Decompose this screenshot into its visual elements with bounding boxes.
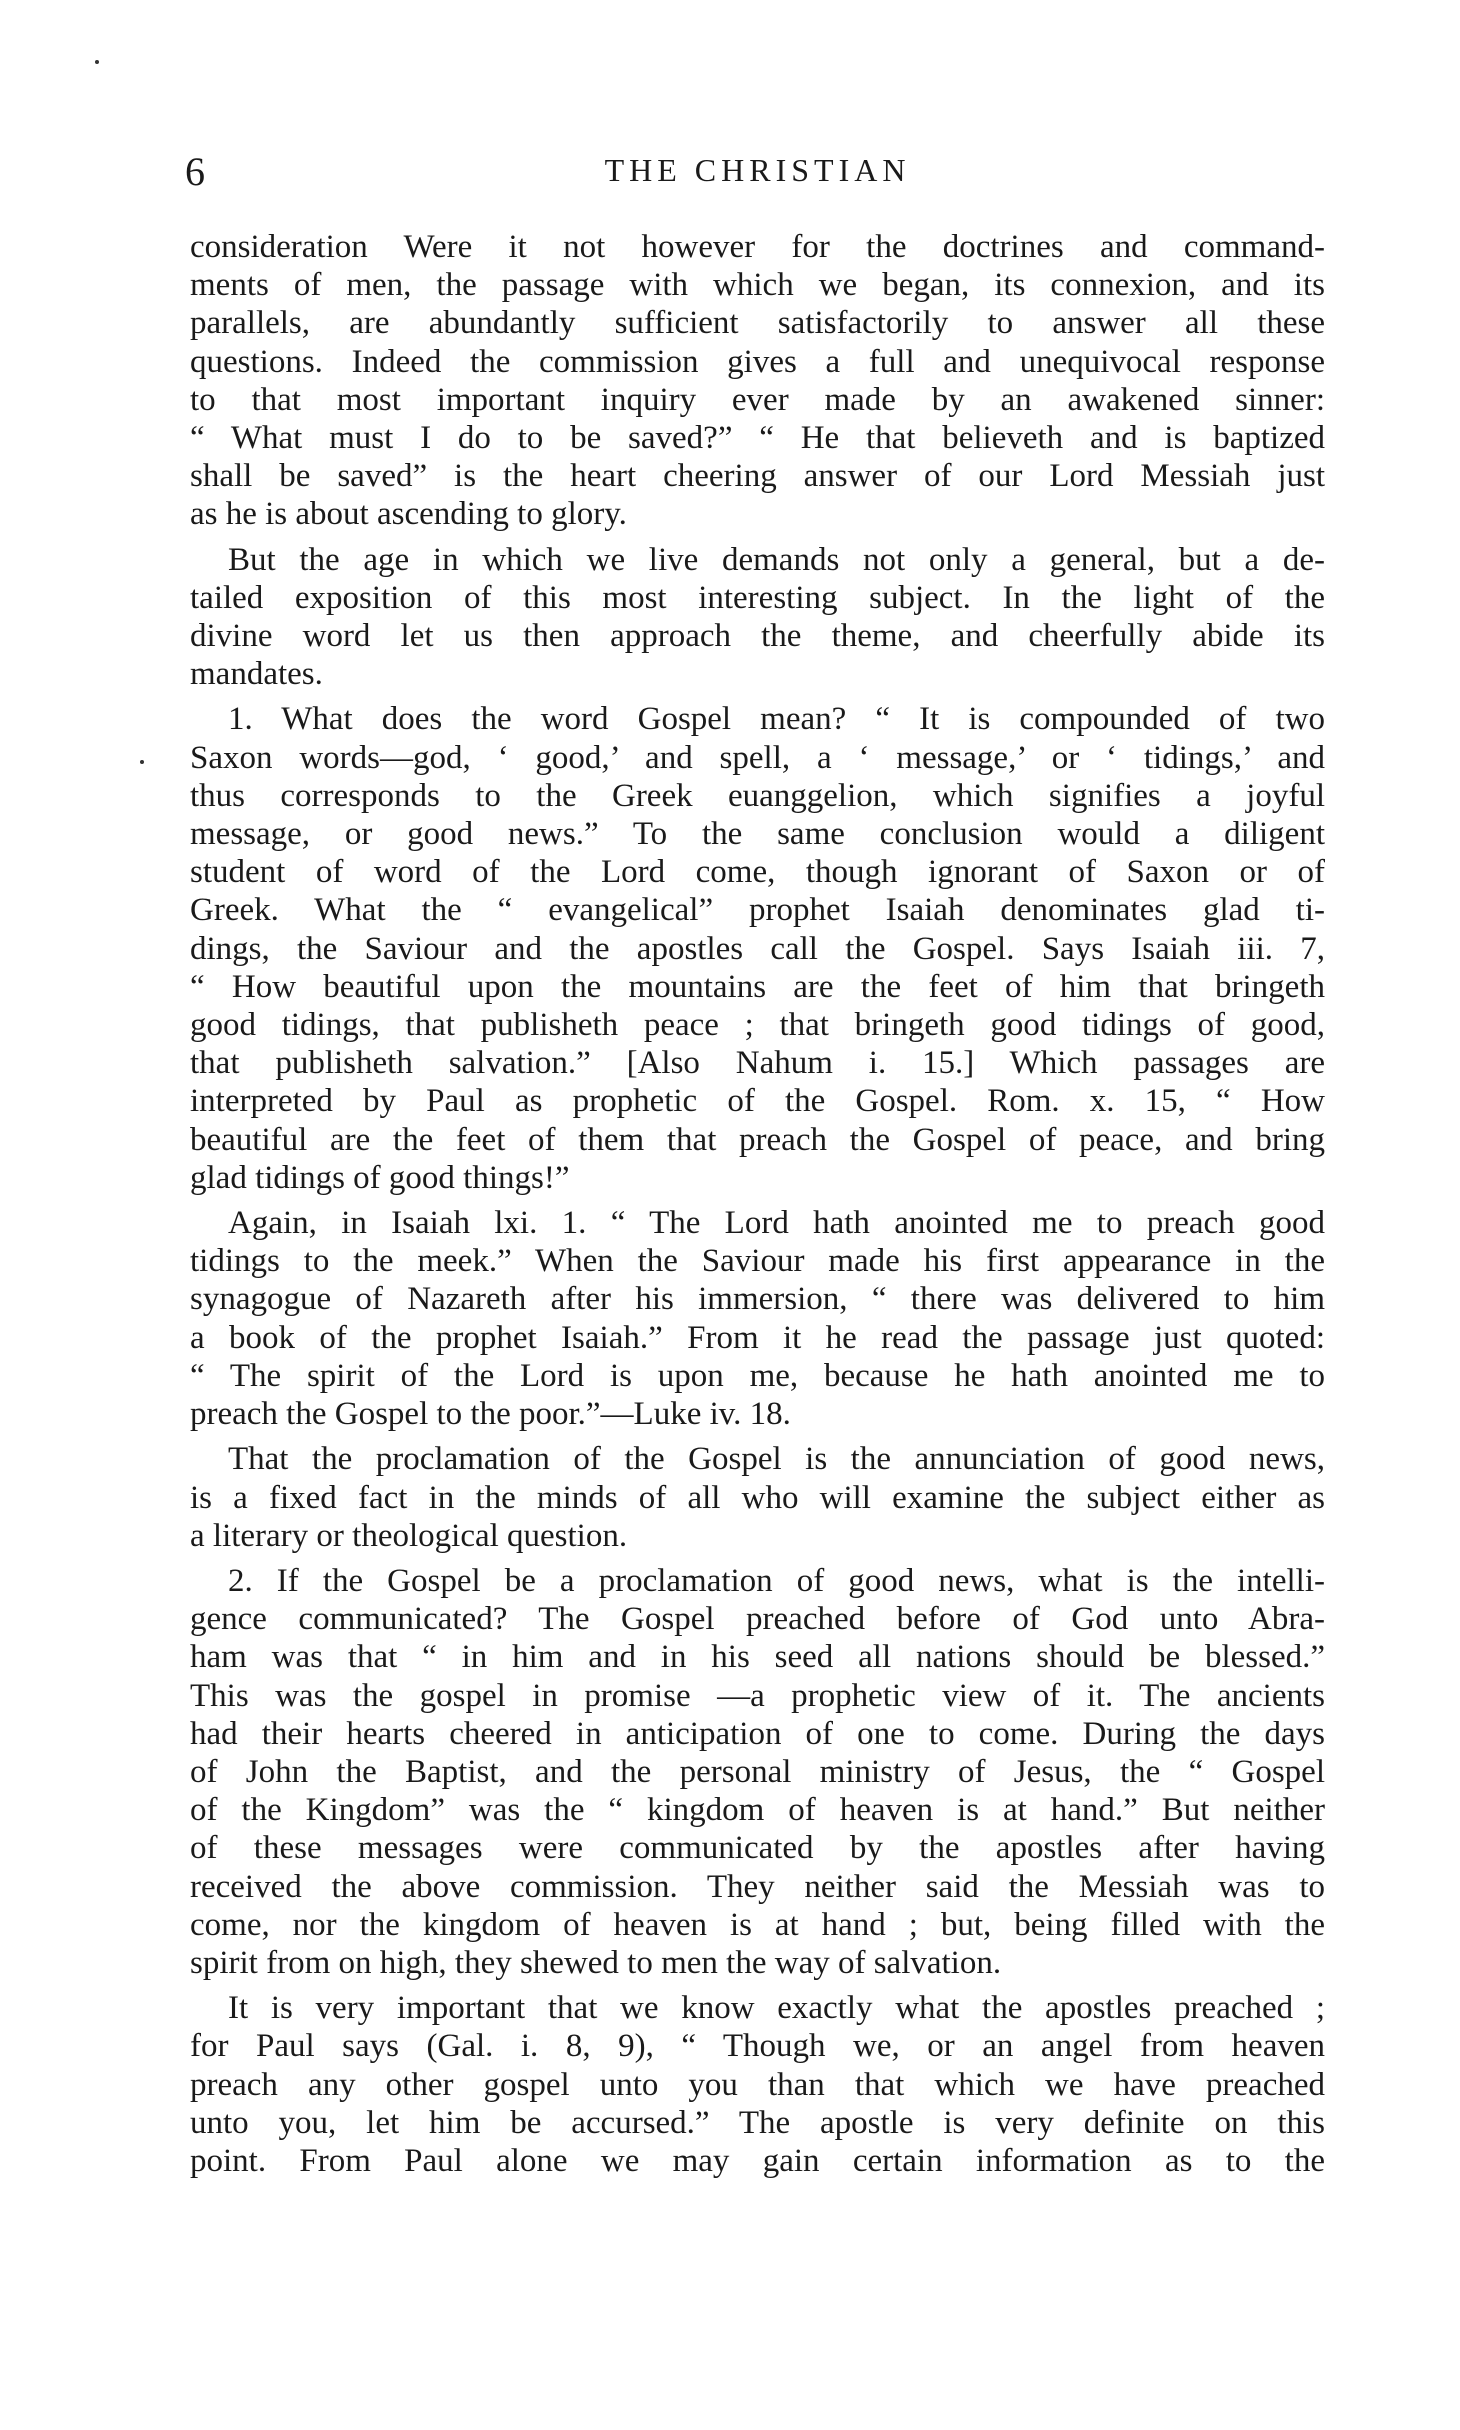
text-line: synagogue of Nazareth after his immersion, “ there was delivered to him [190, 1281, 1325, 1318]
text-line: shall be saved” is the heart cheering answer of our Lord Messiah just [190, 458, 1325, 495]
scan-speck [95, 60, 99, 64]
text-line: parallels, are abundantly sufficient satisfactorily to answer all these [190, 305, 1325, 342]
text-line: received the above commission. They neither said the Messiah was to [190, 1868, 1325, 1905]
text-line: is a fixed fact in the minds of all who will examine the subject either as [190, 1479, 1325, 1516]
text-line: Saxon words—god, ‘ good,’ and spell, a ‘ message,’ or ‘ tidings,’ and [190, 739, 1325, 776]
text-line: Greek. What the “ evangelical” prophet Isaiah denominates glad ti- [190, 892, 1325, 929]
text-line: 2. If the Gospel be a proclamation of good news, what is the intelli- [228, 1562, 1325, 1599]
text-line: tailed exposition of this most interesting subject. In the light of the [190, 579, 1325, 616]
text-line: That the proclamation of the Gospel is the annunciation of good news, [228, 1441, 1325, 1478]
text-line: This was the gospel in promise —a prophetic view of it. The ancients [190, 1677, 1325, 1714]
text-line: a book of the prophet Isaiah.” From it he read the passage just quoted: [190, 1319, 1325, 1356]
text-line: unto you, let him be accursed.” The apostle is very definite on this [190, 2104, 1325, 2141]
body-text [190, 228, 1325, 2180]
page-header [185, 148, 1330, 192]
text-line: tidings to the meek.” When the Saviour made his first appearance in the [190, 1243, 1325, 1280]
text-line: consideration Were it not however for the doctrines and command- [190, 229, 1325, 265]
text-line: 1. What does the word Gospel mean? “ It is compounded of two [228, 701, 1325, 738]
text-line: But the age in which we live demands not only a general, but a de- [228, 541, 1325, 578]
page-number: 6 [185, 149, 205, 194]
paragraph [190, 541, 1325, 694]
text-line: “ The spirit of the Lord is upon me, because he hath anointed me to [190, 1357, 1325, 1394]
text-line: message, or good news.” To the same conclusion would a diligent [190, 816, 1325, 853]
text-line: good tidings, that publisheth peace ; that bringeth good tidings of good, [190, 1007, 1325, 1044]
text-line: that publisheth salvation.” [Also Nahum i. 15.] Which passages are [190, 1045, 1325, 1082]
text-line: for Paul says (Gal. i. 8, 9), “ Though we, or an angel from heaven [190, 2028, 1325, 2065]
scan-speck [140, 760, 144, 764]
text-line: “ How beautiful upon the mountains are the feet of him that bringeth [190, 968, 1325, 1005]
paragraph [190, 1562, 1325, 1982]
text-line: of John the Baptist, and the personal ministry of Jesus, the “ Gospel [190, 1753, 1325, 1790]
text-line: student of word of the Lord come, though ignorant of Saxon or of [190, 854, 1325, 891]
text-line: questions. Indeed the commission gives a full and unequivocal response [190, 343, 1325, 380]
text-line: glad tidings of good things!” [190, 1159, 570, 1196]
text-line: ments of men, the passage with which we began, its connexion, and its [190, 267, 1325, 304]
text-line: of the Kingdom” was the “ kingdom of heaven is at hand.” But neither [190, 1792, 1325, 1829]
text-line: “ What must I do to be saved?” “ He that believeth and is baptized [190, 420, 1325, 457]
running-head: THE CHRISTIAN [604, 152, 911, 188]
paragraph [190, 1989, 1325, 2180]
text-line: preach any other gospel unto you than that which we have preached [190, 2066, 1325, 2103]
text-line: dings, the Saviour and the apostles call the Gospel. Says Isaiah iii. 7, [190, 930, 1325, 967]
text-line: had their hearts cheered in anticipation of one to come. During the days [190, 1715, 1325, 1752]
text-line: spirit from on high, they shewed to men the way of salvation. [190, 1944, 1002, 1981]
text-line: beautiful are the feet of them that preach the Gospel of peace, and bring [190, 1121, 1325, 1158]
text-line: as he is about ascending to glory. [190, 496, 627, 533]
text-line: point. From Paul alone we may gain certain information as to the [190, 2142, 1325, 2179]
text-line: thus corresponds to the Greek euanggelion, which signifies a joyful [190, 777, 1325, 814]
text-line: to that most important inquiry ever made by an awakened sinner: [190, 381, 1325, 418]
paragraph [190, 1204, 1325, 1433]
text-line: mandates. [190, 656, 323, 693]
text-line: come, nor the kingdom of heaven is at hand ; but, being filled with the [190, 1906, 1325, 1943]
paragraph [190, 700, 1325, 1197]
text-line: of these messages were communicated by the apostles after having [190, 1830, 1325, 1867]
text-line: preach the Gospel to the poor.”—Luke iv. 18. [190, 1396, 791, 1433]
paragraph [190, 228, 1325, 534]
text-line: a literary or theological question. [190, 1517, 628, 1554]
text-line: ham was that “ in him and in his seed all nations should be blessed.” [190, 1639, 1325, 1676]
text-line: It is very important that we know exactly what the apostles preached ; [228, 1990, 1325, 2027]
text-line: gence communicated? The Gospel preached before of God unto Abra- [190, 1601, 1325, 1638]
text-line: interpreted by Paul as prophetic of the Gospel. Rom. x. 15, “ How [190, 1083, 1325, 1120]
text-line: Again, in Isaiah lxi. 1. “ The Lord hath anointed me to preach good [228, 1205, 1325, 1242]
text-line: divine word let us then approach the theme, and cheerfully abide its [190, 618, 1325, 655]
paragraph [190, 1440, 1325, 1555]
